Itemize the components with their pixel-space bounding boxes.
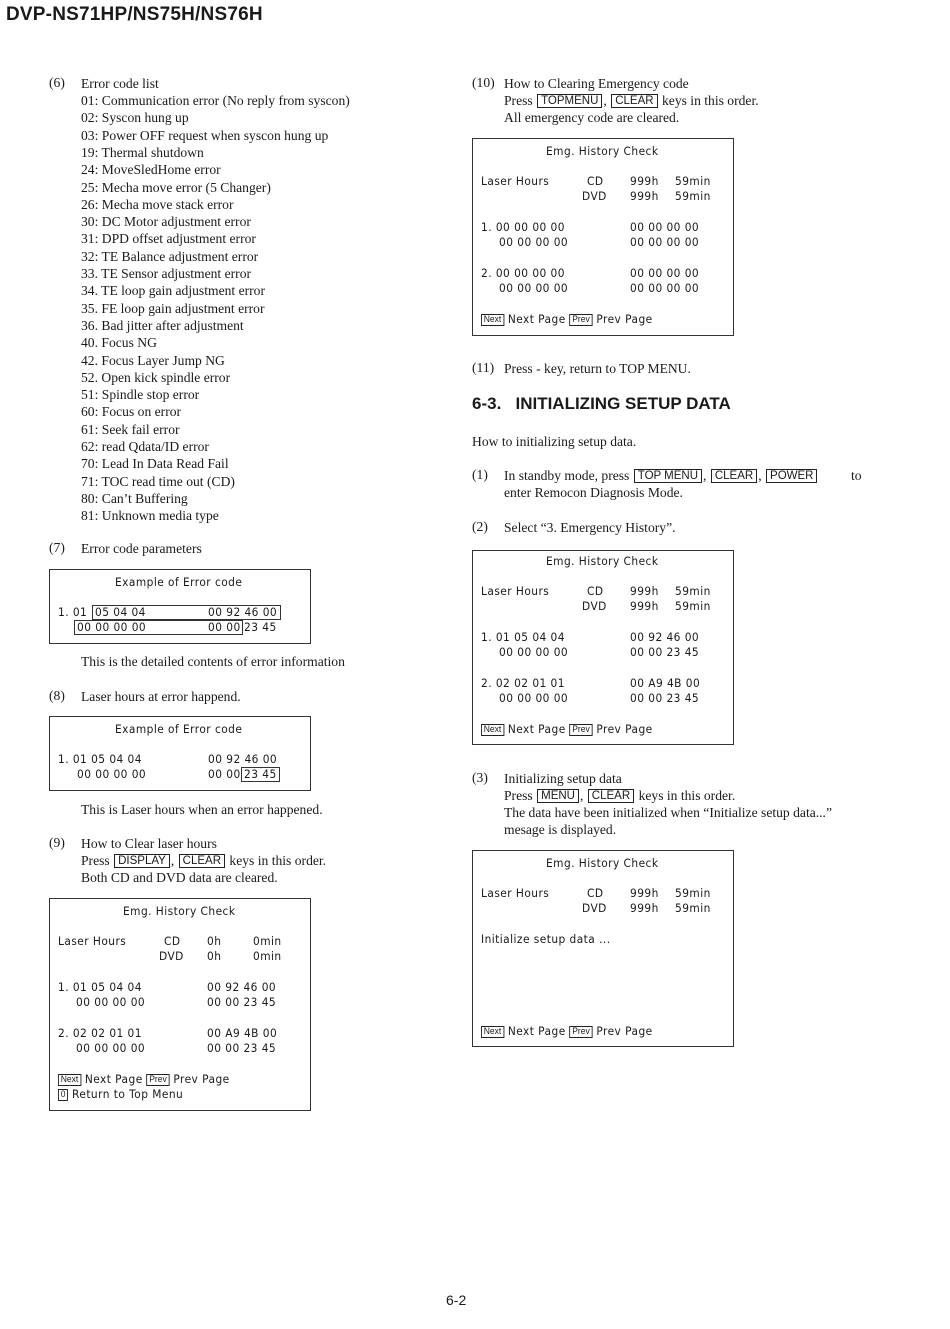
instruction bbox=[504, 467, 818, 484]
error-code-item: 52. Open kick spindle error bbox=[81, 369, 231, 385]
note: This is the detailed contents of error information bbox=[81, 654, 345, 669]
page-number: 6-2 bbox=[446, 1292, 467, 1308]
screen-line: 00 00 00 00 bbox=[630, 235, 700, 249]
item-number: (7) bbox=[49, 540, 65, 555]
screen-line: 23 45 bbox=[244, 620, 277, 634]
screen-line: 00 00 bbox=[208, 620, 241, 634]
text: Prev Page bbox=[173, 1072, 230, 1086]
error-code-item: 36. Bad jitter after adjustment bbox=[81, 317, 244, 333]
screen-line: 59min bbox=[675, 901, 711, 915]
error-code-item: 60: Focus on error bbox=[81, 404, 182, 420]
item-title: Error code list bbox=[81, 76, 159, 91]
section-intro: How to initializing setup data. bbox=[472, 434, 637, 449]
item-title: Initializing setup data bbox=[504, 771, 622, 786]
item-number: (8) bbox=[49, 688, 65, 703]
error-code-item: 71: TOC read time out (CD) bbox=[81, 473, 235, 489]
screen-line: 1. 01 bbox=[58, 605, 88, 619]
text: Next Page bbox=[507, 1024, 566, 1038]
screen-line: 59min bbox=[675, 886, 711, 900]
screen-line: 00 00 00 00 bbox=[499, 235, 569, 249]
screen-line: 59min bbox=[675, 189, 711, 203]
screen-title: Emg. History Check bbox=[546, 856, 659, 870]
screen-line: DVD bbox=[159, 949, 184, 963]
error-code-item: 62: read Qdata/ID error bbox=[81, 439, 209, 454]
text: , bbox=[703, 468, 707, 483]
text: Press bbox=[504, 788, 533, 803]
screen-nav-line bbox=[481, 722, 653, 736]
screen-line: 00 00 23 45 bbox=[207, 995, 277, 1009]
error-code-example-screen bbox=[49, 569, 311, 644]
screen-line: 999h bbox=[630, 584, 659, 598]
instruction: enter Remocon Diagnosis Mode. bbox=[504, 485, 683, 500]
screen-line: 2. 00 00 00 00 bbox=[481, 266, 565, 280]
text: , bbox=[170, 853, 175, 868]
prev-key: Prev bbox=[570, 1026, 593, 1038]
text: Prev Page bbox=[596, 722, 653, 736]
item-number: (2) bbox=[472, 519, 488, 534]
screen-line: 00 00 23 45 bbox=[630, 645, 700, 659]
clear-key: CLEAR bbox=[611, 94, 657, 108]
screen-line: DVD bbox=[582, 901, 607, 915]
prev-key: Prev bbox=[570, 724, 593, 736]
highlight-frame bbox=[241, 767, 280, 782]
screen-nav-line bbox=[58, 1072, 230, 1086]
screen-line: 00 00 00 00 bbox=[630, 281, 700, 295]
next-key: Next bbox=[481, 724, 504, 736]
instruction bbox=[504, 787, 735, 804]
screen-line: 00 00 00 00 bbox=[499, 645, 569, 659]
text: keys in this order. bbox=[638, 788, 736, 803]
screen-line: 00 00 00 00 bbox=[499, 281, 569, 295]
error-code-item: 19: Thermal shutdown bbox=[81, 144, 204, 160]
section-title: INITIALIZING SETUP DATA bbox=[515, 394, 731, 413]
error-code-item: 26: Mecha move stack error bbox=[81, 196, 234, 212]
error-code-item: 31: DPD offset adjustment error bbox=[81, 231, 256, 247]
text: Prev Page bbox=[596, 1024, 653, 1038]
highlight-frame bbox=[74, 620, 243, 635]
text: keys in this order. bbox=[229, 853, 327, 868]
instruction-note: All emergency code are cleared. bbox=[504, 110, 680, 125]
clear-key: CLEAR bbox=[179, 854, 225, 868]
screen-line: Laser Hours bbox=[481, 584, 550, 598]
screen-line: 00 92 46 00 bbox=[208, 752, 278, 766]
screen-line: DVD bbox=[582, 189, 607, 203]
emg-history-screen bbox=[472, 550, 734, 745]
screen-title: Emg. History Check bbox=[546, 144, 659, 158]
item-number: (9) bbox=[49, 835, 65, 850]
screen-nav-line bbox=[58, 1087, 183, 1101]
error-code-item: 33. TE Sensor adjustment error bbox=[81, 266, 252, 281]
top-menu-key: TOP MENU bbox=[634, 469, 702, 483]
screen-line: DVD bbox=[582, 599, 607, 613]
screen-line: 2. 02 02 01 01 bbox=[481, 676, 565, 690]
text: Press bbox=[81, 853, 110, 868]
screen-line: 00 A9 4B 00 bbox=[207, 1026, 278, 1040]
text: , bbox=[603, 93, 607, 108]
instruction-note: Both CD and DVD data are cleared. bbox=[81, 870, 278, 885]
error-code-item: 70: Lead In Data Read Fail bbox=[81, 456, 229, 472]
clear-key: CLEAR bbox=[711, 469, 757, 483]
screen-nav-line bbox=[481, 312, 653, 326]
screen-line: 00 00 23 45 bbox=[207, 1041, 277, 1055]
screen-line: 1. 01 05 04 04 bbox=[58, 980, 142, 994]
screen-title: Emg. History Check bbox=[123, 904, 236, 918]
text: Next Page bbox=[84, 1072, 143, 1086]
section-number: 6-3. bbox=[472, 394, 502, 413]
instruction bbox=[504, 92, 759, 109]
screen-title: Example of Error code bbox=[115, 575, 243, 589]
text: , bbox=[579, 788, 584, 803]
zero-key: 0 bbox=[58, 1089, 68, 1101]
error-code-item: 25: Mecha move error (5 Changer) bbox=[81, 179, 271, 195]
screen-title: Example of Error code bbox=[115, 722, 243, 736]
error-code-item: 81: Unknown media type bbox=[81, 508, 219, 524]
error-code-item: 51: Spindle stop error bbox=[81, 387, 200, 403]
screen-line: 59min bbox=[675, 599, 711, 613]
screen-line: 1. 01 05 04 04 bbox=[58, 752, 142, 766]
screen-line: 00 00 bbox=[208, 767, 241, 781]
screen-line: 00 00 23 45 bbox=[630, 691, 700, 705]
text: keys in this order. bbox=[661, 93, 759, 108]
emg-history-screen bbox=[472, 850, 734, 1047]
screen-line: 00 00 00 00 bbox=[76, 995, 146, 1009]
note: This is Laser hours when an error happened. bbox=[81, 802, 323, 817]
emg-history-screen bbox=[472, 138, 734, 336]
next-key: Next bbox=[481, 1026, 504, 1038]
text: In standby mode, press bbox=[504, 468, 630, 483]
screen-line: CD bbox=[587, 886, 604, 900]
power-key: POWER bbox=[766, 469, 817, 483]
screen-line: 999h bbox=[630, 189, 659, 203]
error-code-item: 42. Focus Layer Jump NG bbox=[81, 352, 225, 368]
item-title: How to Clear laser hours bbox=[81, 836, 217, 851]
prev-key: Prev bbox=[570, 314, 593, 326]
screen-line: 00 A9 4B 00 bbox=[630, 676, 701, 690]
highlight-frame bbox=[92, 605, 281, 620]
next-key: Next bbox=[58, 1074, 81, 1086]
item-title: Error code parameters bbox=[81, 541, 202, 556]
screen-line: 999h bbox=[630, 886, 659, 900]
screen-line: Laser Hours bbox=[481, 174, 550, 188]
error-code-item: 34. TE loop gain adjustment error bbox=[81, 283, 265, 299]
next-key: Next bbox=[481, 314, 504, 326]
screen-line: Laser Hours bbox=[58, 934, 127, 948]
screen-line: 1. 00 00 00 00 bbox=[481, 220, 565, 234]
instruction bbox=[81, 852, 326, 869]
screen-line: 0min bbox=[253, 934, 282, 948]
screen-line: 999h bbox=[630, 901, 659, 915]
error-code-item: 24: MoveSledHome error bbox=[81, 162, 221, 178]
screen-line: 00 92 46 00 bbox=[630, 630, 700, 644]
document-header: DVP-NS71HP/NS75H/NS76H bbox=[6, 4, 263, 25]
text: Next Page bbox=[507, 312, 566, 326]
screen-line: 999h bbox=[630, 174, 659, 188]
error-code-item: 40. Focus NG bbox=[81, 335, 157, 351]
error-code-item: 03: Power OFF request when syscon hung up bbox=[81, 127, 329, 143]
error-code-item: 01: Communication error (No reply from syscon) bbox=[81, 93, 350, 108]
screen-line: CD bbox=[587, 584, 604, 598]
error-code-item: 35. FE loop gain adjustment error bbox=[81, 300, 265, 316]
text: to bbox=[851, 468, 862, 483]
item-number: (6) bbox=[49, 75, 65, 90]
topmenu-key: TOPMENU bbox=[537, 94, 602, 108]
screen-line: 00 00 00 00 bbox=[77, 620, 147, 634]
screen-line: 0min bbox=[253, 949, 282, 963]
menu-key: MENU bbox=[537, 789, 579, 803]
text: Press bbox=[504, 93, 533, 108]
screen-line: Laser Hours bbox=[481, 886, 550, 900]
instruction: Select “3. Emergency History”. bbox=[504, 520, 676, 535]
screen-line: 0h bbox=[207, 949, 222, 963]
laser-hours-example-screen bbox=[49, 716, 311, 791]
emg-history-screen bbox=[49, 898, 311, 1111]
screen-line: 05 04 04 bbox=[95, 605, 146, 619]
item-number: (3) bbox=[472, 770, 488, 785]
screen-line: 00 00 00 00 bbox=[77, 767, 147, 781]
screen-line: 2. 02 02 01 01 bbox=[58, 1026, 142, 1040]
screen-line: 00 00 00 00 bbox=[630, 266, 700, 280]
item-title: Laser hours at error happend. bbox=[81, 689, 241, 704]
screen-line: 00 92 46 00 bbox=[208, 605, 278, 619]
text: Prev Page bbox=[596, 312, 653, 326]
screen-line: 1. 01 05 04 04 bbox=[481, 630, 565, 644]
instruction: The data have been initialized when “Initialize setup data...” bbox=[504, 805, 832, 820]
error-code-item: 80: Can’t Buffering bbox=[81, 490, 188, 506]
text: Return to Top Menu bbox=[71, 1087, 184, 1101]
text: Next Page bbox=[507, 722, 566, 736]
screen-line: 23 45 bbox=[244, 767, 277, 781]
prev-key: Prev bbox=[147, 1074, 170, 1086]
screen-line: 59min bbox=[675, 584, 711, 598]
error-code-item: 30: DC Motor adjustment error bbox=[81, 214, 251, 230]
screen-nav-line bbox=[481, 1024, 653, 1038]
screen-line: 999h bbox=[630, 599, 659, 613]
item-text: Press - key, return to TOP MENU. bbox=[504, 361, 691, 376]
screen-line: 00 00 00 00 bbox=[499, 691, 569, 705]
screen-line: CD bbox=[164, 934, 181, 948]
error-code-item: 32: TE Balance adjustment error bbox=[81, 248, 259, 264]
screen-message: Initialize setup data ... bbox=[481, 932, 611, 946]
screen-line: 00 00 00 00 bbox=[630, 220, 700, 234]
item-number: (11) bbox=[472, 360, 495, 375]
text: , bbox=[758, 468, 762, 483]
item-number: (10) bbox=[472, 75, 495, 90]
error-code-item: 02: Syscon hung up bbox=[81, 110, 189, 126]
screen-line: 0h bbox=[207, 934, 222, 948]
screen-line: 00 00 00 00 bbox=[76, 1041, 146, 1055]
display-key: DISPLAY bbox=[114, 854, 170, 868]
item-title: How to Clearing Emergency code bbox=[504, 76, 689, 91]
item-number: (1) bbox=[472, 467, 488, 482]
screen-line: 59min bbox=[675, 174, 711, 188]
clear-key: CLEAR bbox=[588, 789, 634, 803]
error-code-item: 61: Seek fail error bbox=[81, 421, 180, 437]
section-heading bbox=[472, 394, 731, 414]
screen-title: Emg. History Check bbox=[546, 554, 659, 568]
instruction: mesage is displayed. bbox=[504, 822, 617, 837]
screen-line: 00 92 46 00 bbox=[207, 980, 277, 994]
screen-line: CD bbox=[587, 174, 604, 188]
